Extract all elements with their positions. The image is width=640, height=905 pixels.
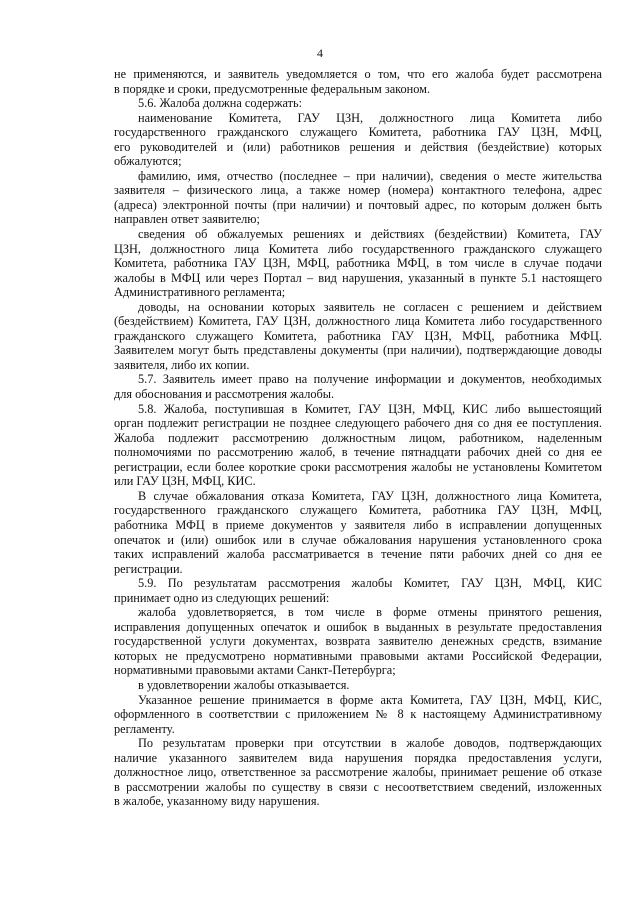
text-line: регистрации. [114,561,183,576]
text-line: государственного гражданского служащего Комитета, работника ГАУ ЦЗН, МФЦ, [114,125,602,140]
text-line: регистрации, если более короткие сроки рассмотрения жалобы не установлены Комитетом [114,459,602,474]
text-line: нормативными правовыми актами Санкт-Петербурга; [114,663,396,678]
text-line: для обоснования и рассмотрения жалобы. [114,387,335,402]
text-line: заявителя – физического лица, а также номер (номера) контактного телефона, адрес [114,183,602,198]
text-line: Жалоба подлежит рассмотрению должностным лицом, работником, наделенным [114,430,602,445]
document-body [114,67,602,809]
page-number: 4 [317,46,323,60]
text-line: жалоба удовлетворяется, в том числе в форме отмены принятого решения, [138,605,602,620]
text-line: государственного гражданского служащего Комитета, работника ГАУ ЦЗН, МФЦ, [114,503,602,518]
text-line: его руководителей и (или) работников решения и действия (бездействие) которых [114,139,602,154]
text-line: В случае обжалования отказа Комитета, ГАУ ЦЗН, должностного лица Комитета, [138,488,602,503]
text-line: должностное лицо, ответственное за рассмотрение жалобы, принимает решение об отказе [114,765,602,780]
text-line: Административного регламента; [114,285,286,300]
text-line: принимает одно из следующих решений: [114,590,330,605]
text-line: обжалуются; [114,154,182,169]
text-line: Указанное решение принимается в форме акта Комитета, ГАУ ЦЗН, МФЦ, КИС, [138,692,602,707]
text-line: 5.6. Жалоба должна содержать: [138,96,303,111]
text-line: в рассмотрении жалобы по существу в связи с несоответствием сведений, изложенных [114,779,602,794]
text-line: По результатам проверки при отсутствии в жалобе доводов, подтверждающих [138,736,602,751]
text-line: (бездействием) Комитета, ГАУ ЦЗН, должностного лица Комитета либо государственного [114,314,602,329]
text-line: исправления допущенных опечаток и ошибок в выданных в результате предоставления [114,619,602,634]
text-line: наличие указанного заявителем вида нарушения порядка предоставления услуги, [114,750,602,765]
text-line: фамилию, имя, отчество (последнее – при наличии), сведения о месте жительства [138,168,602,183]
text-line: в порядке и сроки, предусмотренные федеральным законом. [114,81,431,96]
text-line: которых не предусмотрено нормативными правовыми актами Российской Федерации, [114,648,602,663]
text-line: направлен ответ заявителю; [114,212,260,227]
text-line: орган подлежит регистрации не позднее следующего рабочего дня со дня ее поступления. [114,416,602,431]
text-line: полномочиями по рассмотрению жалоб, в течение пятнадцати рабочих дней со дня ее [114,445,602,460]
text-line: (адреса) электронной почты (при наличии) и почтовый адрес, по которым должен быть [114,197,602,212]
text-line: не применяются, и заявитель уведомляется о том, что его жалоба будет рассмотрена [114,67,602,81]
text-line: государственной услуги документах, возврата заявителю денежных средств, взимание [114,634,602,649]
text-line: таких исправлений жалоба рассматривается в течение пяти рабочих дней со дня ее [114,547,602,562]
text-line: регламенту. [114,721,175,736]
text-line: сведения об обжалуемых решениях и действиях (бездействии) Комитета, ГАУ [138,227,602,242]
text-line: или ГАУ ЦЗН, МФЦ, КИС. [114,474,256,489]
text-line: опечаток и (или) ошибок или в случае обжалования нарушения установленного срока [114,532,602,547]
text-line: ЦЗН, должностного лица Комитета либо государственного гражданского служащего [114,241,602,256]
text-line: наименование Комитета, ГАУ ЦЗН, должностного лица Комитета либо [138,110,602,125]
text-line: гражданского служащего Комитета, работника ГАУ ЦЗН, МФЦ, работника МФЦ. [114,328,602,343]
text-line: работника МФЦ в приеме документов у заявителя либо в исправлении допущенных [114,517,602,532]
text-line: Заявителем могут быть представлены документы (при наличии), подтверждающие доводы [114,343,602,358]
text-line: в жалобе, указанному виду нарушения. [114,794,320,809]
text-line: Комитета, работника ГАУ ЦЗН, МФЦ, работника МФЦ, в том числе в случае подачи [114,256,602,271]
text-line: 5.8. Жалоба, поступившая в Комитет, ГАУ ЦЗН, МФЦ, КИС либо вышестоящий [138,401,602,416]
text-line: оформленного в соответствии с приложением № 8 к настоящему Административному [114,707,602,722]
text-line: в удовлетворении жалобы отказывается. [138,677,350,692]
text-line: заявителя, либо их копии. [114,357,250,372]
text-line: жалобы в МФЦ или через Портал – вид нарушения, указанный в пункте 5.1 настоящего [114,270,602,285]
text-line: 5.9. По результатам рассмотрения жалобы Комитет, ГАУ ЦЗН, МФЦ, КИС [138,576,602,591]
text-line: 5.7. Заявитель имеет право на получение информации и документов, необходимых [138,372,602,387]
text-line: доводы, на основании которых заявитель не согласен с решением и действием [138,299,602,314]
